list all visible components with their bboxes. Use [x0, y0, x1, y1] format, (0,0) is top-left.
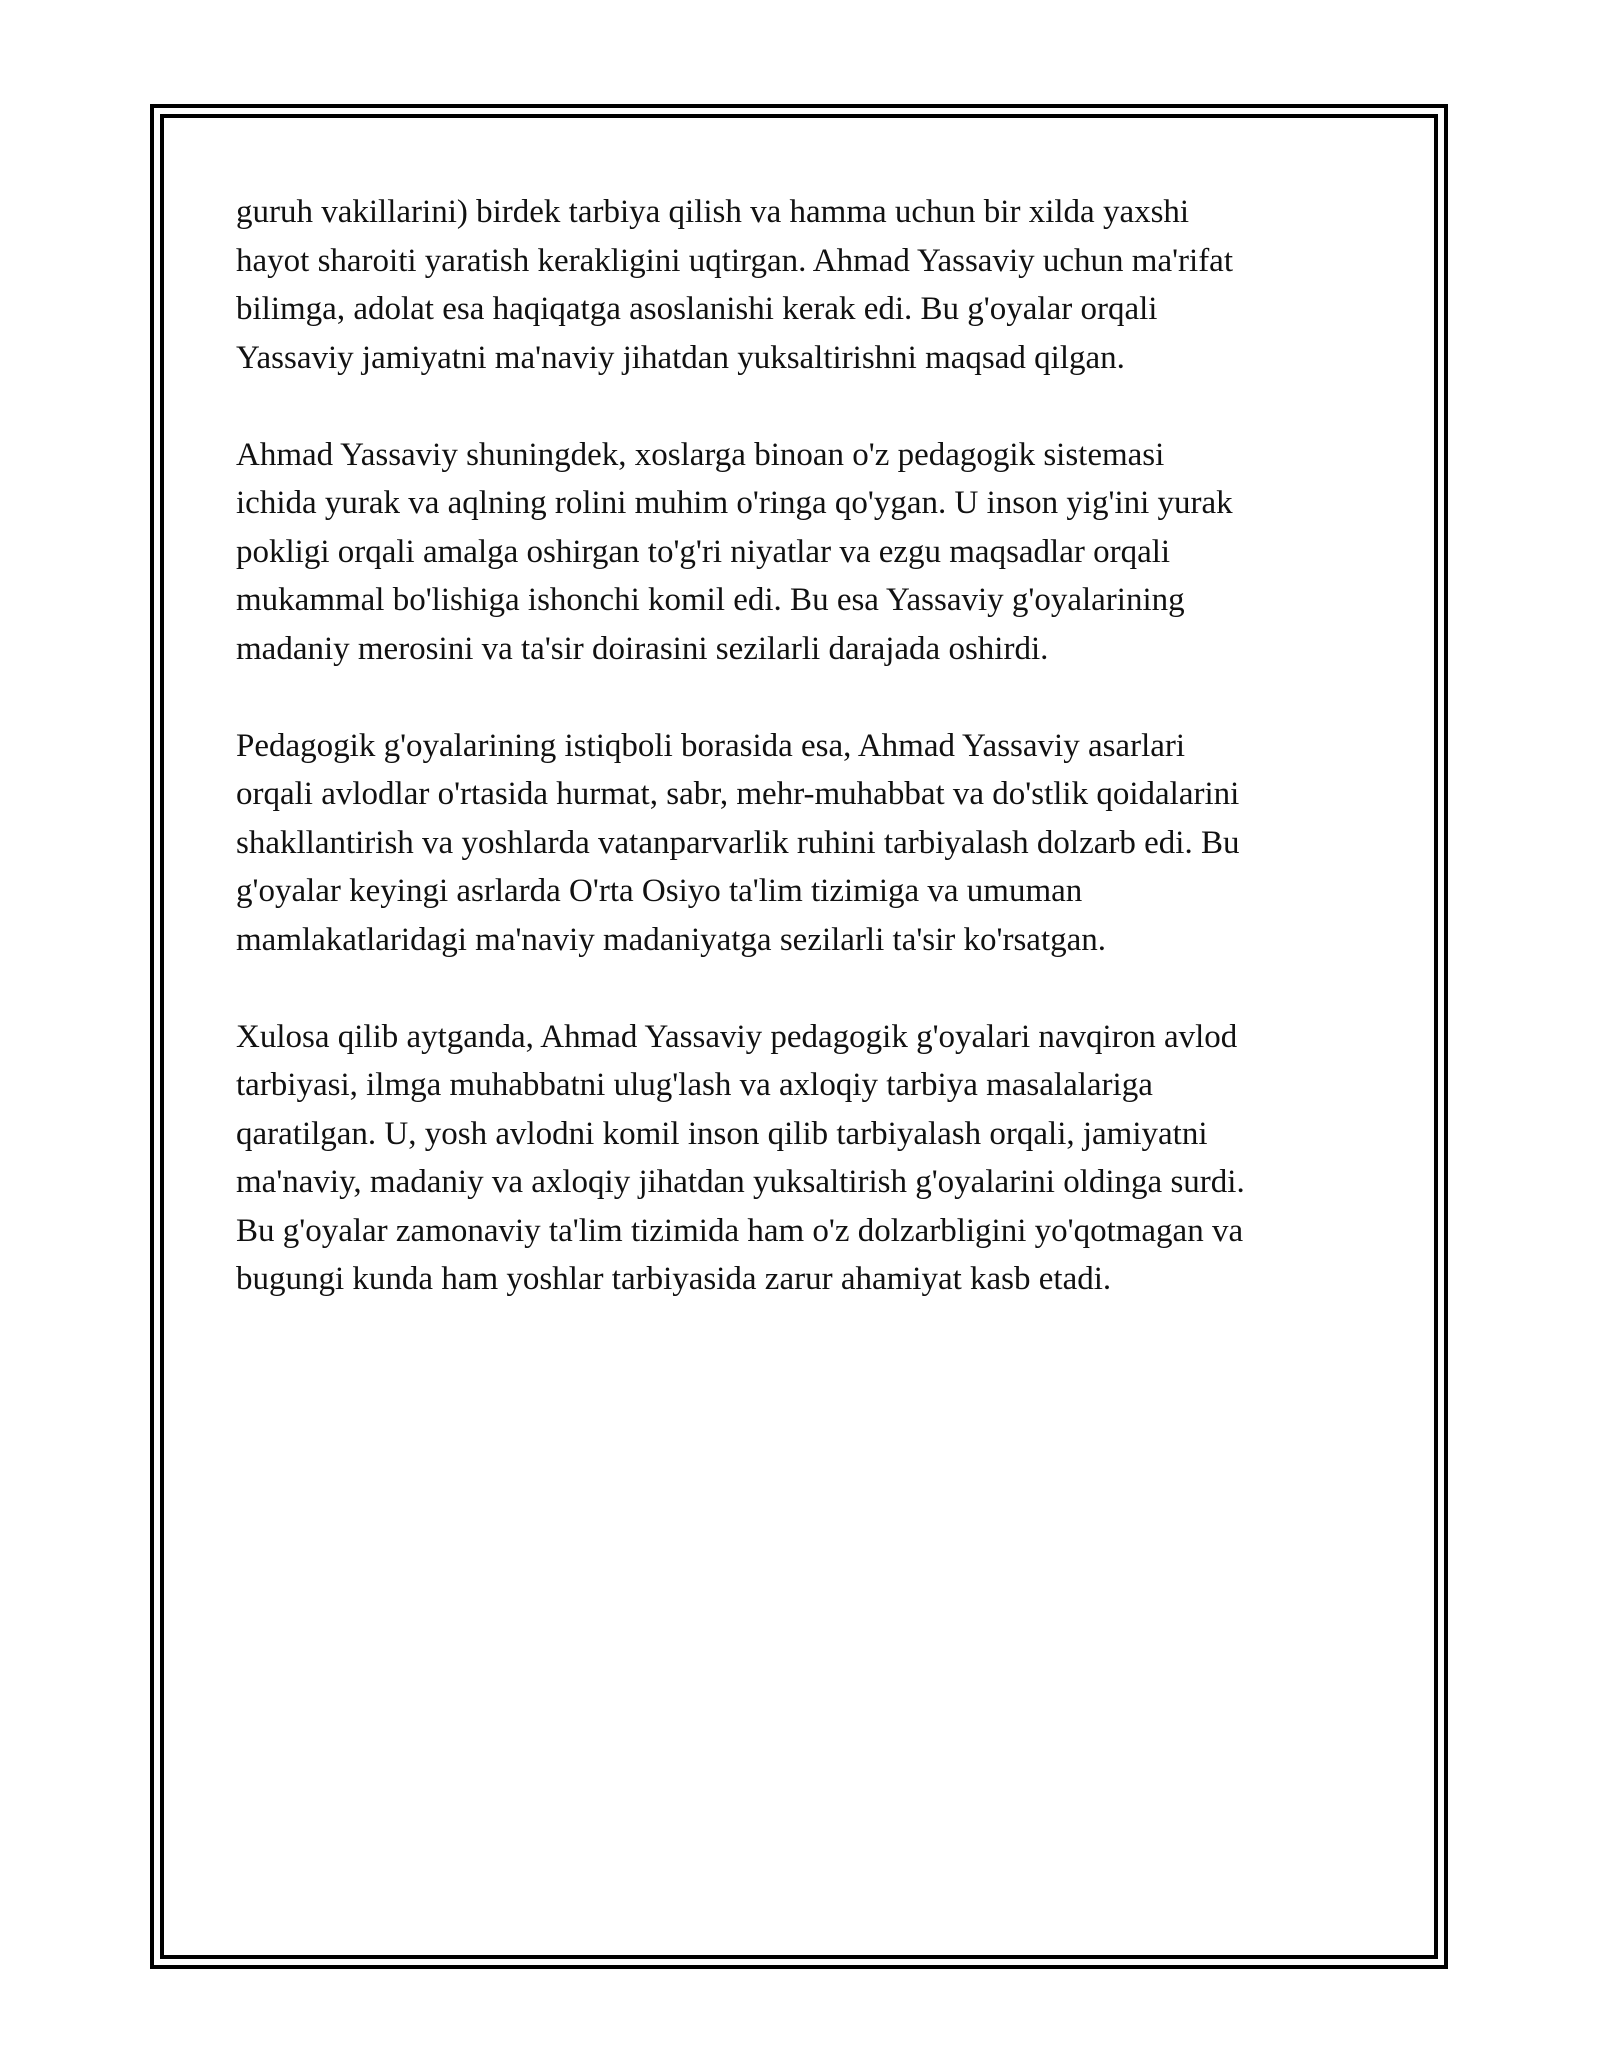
text-line: guruh vakillarini) birdek tarbiya qilish va hamma uchun bir xilda yaxshi [236, 194, 1190, 230]
text-line: orqali avlodlar o'rtasida hurmat, sabr, mehr-muhabbat va do'stlik qoidalarini [236, 776, 1240, 812]
text-line: Bu g'oyalar zamonaviy ta'lim tizimida ham o'z dolzarbligini yo'qotmagan va [236, 1212, 1244, 1249]
text-line: mamlakatlaridagi ma'naviy madaniyatga sezilarli ta'sir ko'rsatgan. [236, 921, 1107, 958]
text-line: Xulosa qilib aytganda, Ahmad Yassaviy pedagogik g'oyalari navqiron avlod [236, 1018, 1238, 1055]
text-line: Yassaviy jamiyatni ma'naviy jihatdan yuksaltirishni maqsad qilgan. [236, 339, 1125, 376]
paragraph-4 [236, 1013, 1376, 1304]
text-line: madaniy merosini va ta'sir doirasini sezilarli darajada oshirdi. [236, 630, 1049, 667]
paragraph-3 [236, 722, 1376, 965]
text-line: g'oyalar keyingi asrlarda O'rta Osiyo ta'lim tizimiga va umuman [236, 873, 1083, 909]
text-line: mukammal bo'lishiga ishonchi komil edi. Bu esa Yassaviy g'oyalarining [236, 582, 1185, 618]
document-body [236, 188, 1376, 1352]
text-line: ma'naviy, madaniy va axloqiy jihatdan yuksaltirish g'oyalarini oldinga surdi. [236, 1164, 1245, 1200]
text-line: pokligi orqali amalga oshirgan to'g'ri niyatlar va ezgu maqsadlar orqali [236, 533, 1171, 570]
text-line: Pedagogik g'oyalarining istiqboli borasida esa, Ahmad Yassaviy asarlari [236, 727, 1186, 764]
paragraph-1 [236, 188, 1376, 382]
text-line: bugungi kunda ham yoshlar tarbiyasida zarur ahamiyat kasb etadi. [236, 1261, 1112, 1297]
text-line: Ahmad Yassaviy shuningdek, xoslarga binoan o'z pedagogik sistemasi [236, 436, 1165, 473]
text-line: shakllantirish va yoshlarda vatanparvarlik ruhini tarbiyalash dolzarb edi. Bu [236, 824, 1240, 861]
text-line: qaratilgan. U, yosh avlodni komil inson qilib tarbiyalash orqali, jamiyatni [236, 1115, 1208, 1152]
text-line: ichida yurak va aqlning rolini muhim o'ringa qo'ygan. U inson yig'ini yurak [236, 485, 1233, 521]
text-line: hayot sharoiti yaratish kerakligini uqtirgan. Ahmad Yassaviy uchun ma'rifat [236, 242, 1233, 279]
paragraph-2 [236, 431, 1376, 674]
text-line: tarbiyasi, ilmga muhabbatni ulug'lash va axloqiy tarbiya masalalariga [236, 1067, 1153, 1103]
text-line: bilimga, adolat esa haqiqatga asoslanishi kerak edi. Bu g'oyalar orqali [236, 291, 1158, 327]
